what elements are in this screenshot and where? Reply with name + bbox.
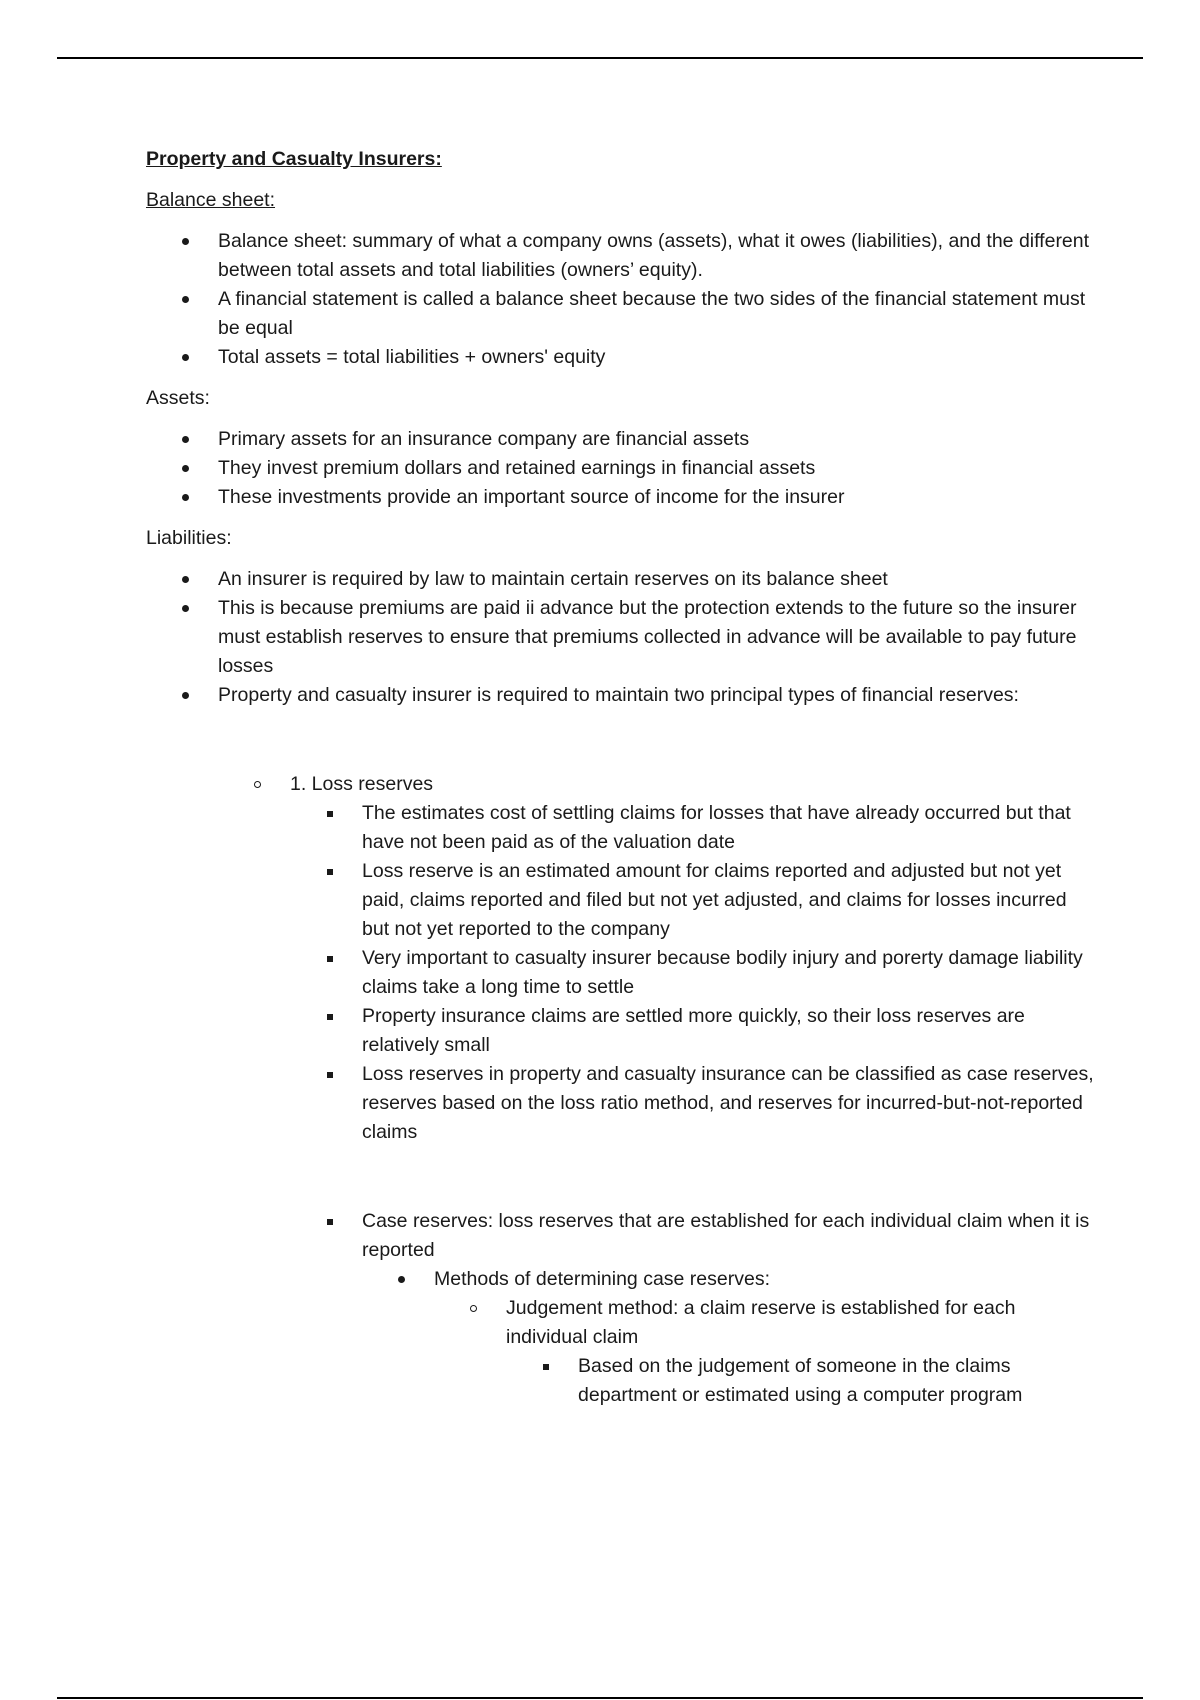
loss-reserves-heading: 1. Loss reserves xyxy=(290,773,434,795)
list-item: The estimates cost of settling claims for losses that have already occurred but that have not been paid as of the valuation date xyxy=(362,802,1071,853)
list-item: These investments provide an important source of income for the insurer xyxy=(218,486,845,508)
methods-label: Methods of determining case reserves: xyxy=(434,1268,770,1290)
list-item xyxy=(362,1265,1096,1410)
list-item: Very important to casualty insurer because bodily injury and porerty damage liability claims take a long time to settle xyxy=(362,947,1083,998)
liabilities-heading: Liabilities: xyxy=(146,527,232,549)
document-title: Property and Casualty Insurers: xyxy=(146,148,442,170)
balance-sheet-heading: Balance sheet: xyxy=(146,189,276,211)
list-item: An insurer is required by law to maintain certain reserves on its balance sheet xyxy=(218,568,888,590)
assets-list xyxy=(146,425,1096,512)
list-item: Property and casualty insurer is required to maintain two principal types of financial reserves: xyxy=(218,684,1019,706)
list-item: They invest premium dollars and retained earnings in financial assets xyxy=(218,457,816,479)
list-item: Total assets = total liabilities + owners' equity xyxy=(218,346,606,368)
list-item xyxy=(434,1294,1096,1410)
judgement-method-text: Judgement method: a claim reserve is established for each individual claim xyxy=(506,1297,1016,1348)
document-body xyxy=(146,145,1096,1410)
list-item: Loss reserves in property and casualty insurance can be classified as case reserves, reserves based on the loss ratio method, and reserves for incurred-but-not-reported claims xyxy=(362,1063,1094,1143)
list-item: A financial statement is called a balance sheet because the two sides of the financial statement must be equal xyxy=(218,288,1086,339)
list-item xyxy=(290,1207,1096,1410)
list-item xyxy=(218,770,1096,1410)
list-item: Balance sheet: summary of what a company owns (assets), what it owes (liabilities), and the different between total assets and total liabilities (owners’ equity). xyxy=(218,230,1090,281)
list-item: Loss reserve is an estimated amount for claims reported and adjusted but not yet paid, claims reported and filed but not yet adjusted, and claims for losses incurred but not yet reported to the company xyxy=(362,860,1067,940)
balance-sheet-list xyxy=(146,227,1096,372)
case-reserves-text: Case reserves: loss reserves that are established for each individual claim when it is reported xyxy=(362,1210,1090,1261)
assets-heading: Assets: xyxy=(146,387,210,409)
spacer xyxy=(146,710,1096,770)
judgement-list xyxy=(434,1294,1096,1410)
footer-rule xyxy=(57,1697,1143,1699)
list-item xyxy=(506,1352,1096,1410)
loss-reserves-list xyxy=(218,770,1096,1410)
list-item: This is because premiums are paid ii advance but the protection extends to the future so the insurer must establish reserves to ensure that premiums collected in advance will be available to pay future losses xyxy=(218,597,1077,677)
header-rule xyxy=(57,57,1143,59)
methods-list xyxy=(362,1265,1096,1410)
list-item: Primary assets for an insurance company are financial assets xyxy=(218,428,750,450)
liabilities-list xyxy=(146,565,1096,710)
list-item: Property insurance claims are settled more quickly, so their loss reserves are relatively small xyxy=(362,1005,1025,1056)
spacer xyxy=(290,1147,1096,1207)
judgement-detail-list xyxy=(506,1352,1096,1410)
case-reserves-list xyxy=(290,1207,1096,1410)
judgement-detail-text: Based on the judgement of someone in the claims department or estimated using a computer program xyxy=(578,1355,1023,1406)
loss-reserves-sublist xyxy=(290,799,1096,1147)
